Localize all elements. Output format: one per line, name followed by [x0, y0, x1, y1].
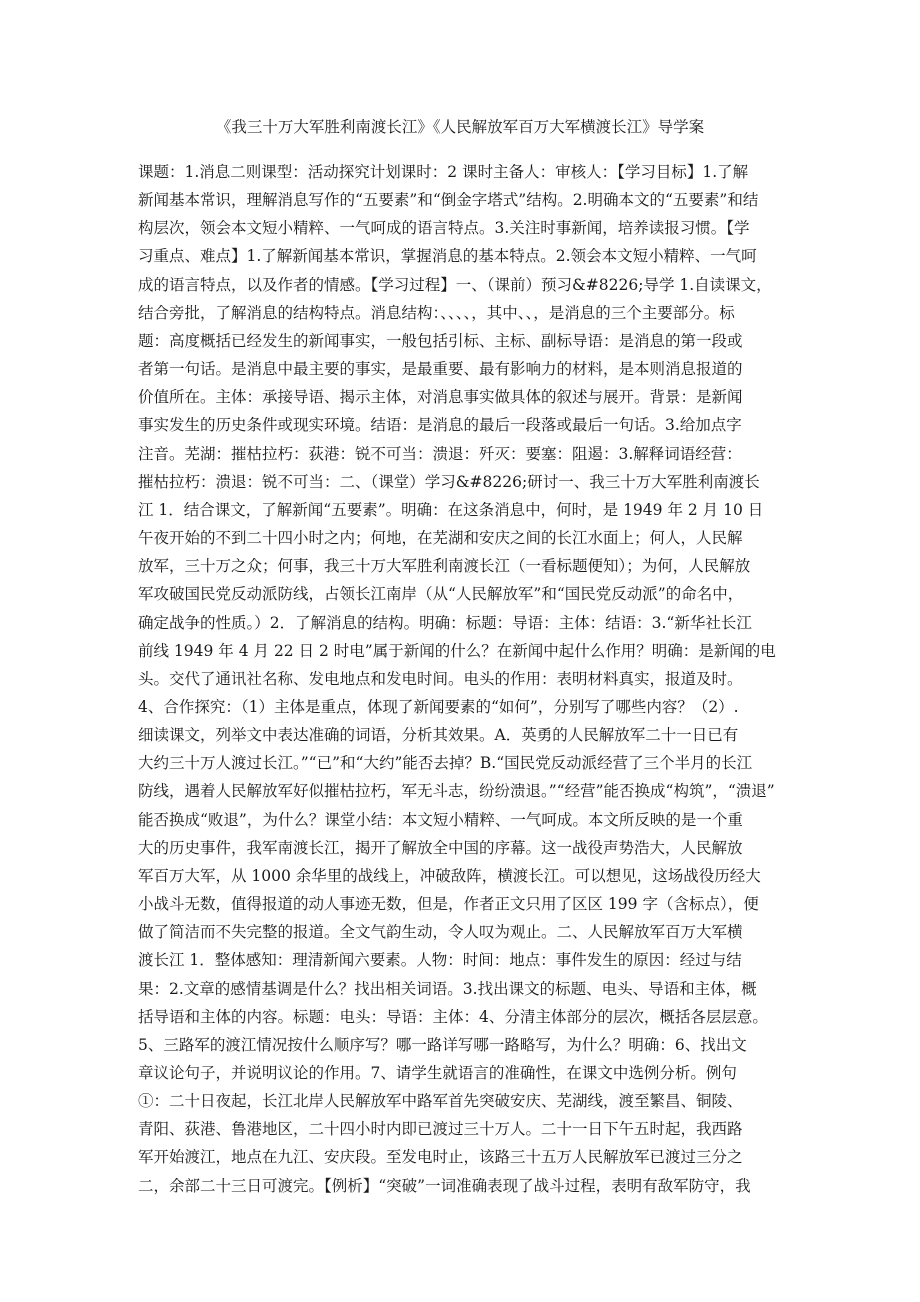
body-text-line: 摧枯拉朽：溃退：锐不可当：二、（课堂）学习&#8226;研讨一、我三十万大军胜利南渡长: [138, 472, 760, 491]
document-title: 《我三十万大军胜利南渡长江》《人民解放军百万大军横渡长江》导学案: [215, 118, 705, 136]
body-text-line: 军百万大军，从 1000 余华里的战线上，冲破敌阵，横渡长江。可以想见，这场战役历经大: [138, 866, 761, 885]
body-text-line: 做了简洁而不失完整的报道。全文气韵生动，令人叹为观止。二、人民解放军百万大军横: [138, 923, 743, 942]
body-text-line: 新闻基本常识，理解消息写作的“五要素”和“倒金字塔式”结构。2.明确本文的“五要素”和结: [138, 191, 759, 210]
body-text-line: 者第一句话。是消息中最主要的事实，是最重要、最有影响力的材料，是本则消息报道的: [138, 360, 743, 379]
body-text-line: 4、合作探究：（1）主体是重点，体现了新闻要素的“如何”，分别写了哪些内容？（2）.: [138, 697, 739, 716]
body-text-line: 头。交代了通讯社名称、发电地点和发电时间。电头的作用：表明材料真实，报道及时。: [138, 669, 743, 688]
body-text-line: 注音。芜湖：摧枯拉朽：荻港：锐不可当：溃退：歼灭：要塞：阻遏：3.解释词语经营：: [138, 444, 742, 463]
body-text-line: 事实发生的历史条件或现实环境。结语：是消息的最后一段落或最后一句话。3.给加点字: [138, 416, 742, 435]
body-text-line: 军攻破国民党反动派防线，占领长江南岸（从“人民解放军”和“国民党反动派”的命名中，: [138, 585, 744, 604]
body-text-line: 二，余部二十三日可渡完。【例析】“突破”一词准确表现了战斗过程，表明有敌军防守，我: [138, 1176, 751, 1195]
body-text-line: 成的语言特点，以及作者的情感。【学习过程】一、（课前）预习&#8226;导学 1.自读课文，: [138, 275, 772, 294]
body-text-line: 括导语和主体的内容。标题：电头：导语：主体：4、分清主体部分的层次，概括各层层意。: [138, 1007, 768, 1026]
body-text-line: 能否换成“败退”，为什么？课堂小结：本文短小精粹、一气呵成。本文所反映的是一个重: [138, 810, 743, 829]
body-text-line: 章议论句子，并说明议论的作用。7、请学生就语言的准确性，在课文中选例分析。例句: [138, 1064, 737, 1082]
body-text-line: 小战斗无数，值得报道的动人事迹无数，但是，作者正文只用了区区 199 字（含标点），便: [138, 895, 759, 914]
body-text-line: 结合旁批，了解消息的结构特点。消息结构：、、、、，其中、、，是消息的三个主要部分。标: [138, 303, 735, 322]
body-text-line: 价值所在。主体：承接导语、揭示主体，对消息事实做具体的叙述与展开。背景：是新闻: [138, 388, 743, 407]
body-text-line: 青阳、荻港、鲁港地区，二十四小时内即已渡过三十万人。二十一日下午五时起，我西路: [138, 1120, 743, 1139]
body-text-line: 构层次，领会本文短小精粹、一气呵成的语言特点。3.关注时事新闻，培养读报习惯。【学: [138, 219, 750, 238]
body-text-line: 江 1．结合课文，了解新闻“五要素”。明确：在这条消息中，何时，是 1949 年 2 月 10 日: [138, 500, 764, 519]
body-text-line: 习重点、难点】1.了解新闻基本常识，掌握消息的基本特点。2.领会本文短小精粹、一气呵: [138, 247, 757, 266]
body-text-line: 午夜开始的不到二十四小时之内；何地，在芜湖和安庆之间的长江水面上；何人，人民解: [138, 529, 743, 548]
body-text-line: 果：2.文章的感情基调是什么？找出相关词语。3.找出课文的标题、电头、导语和主体，概: [138, 979, 757, 998]
body-text-line: 军开始渡江，地点在九江、安庆段。至发电时止，该路三十五万人民解放军已渡过三分之: [138, 1148, 743, 1167]
body-text-line: ①：二十日夜起，长江北岸人民解放军中路军首先突破安庆、芜湖线，渡至繁昌、铜陵、: [138, 1092, 743, 1111]
body-text-line: 防线，遇着人民解放军好似摧枯拉朽，军无斗志，纷纷溃退。”“经营”能否换成“构筑”，“溃退”: [138, 782, 775, 801]
body-text-line: 大的历史事件，我军南渡长江，揭开了解放全中国的序幕。这一战役声势浩大，人民解放: [138, 838, 743, 857]
body-text-line: 渡长江 1．整体感知：理清新闻六要素。人物：时间：地点：事件发生的原因：经过与结: [138, 951, 742, 970]
body-text-line: 5、三路军的渡江情况按什么顺序写？哪一路详写哪一路略写，为什么？明确：6、找出文: [138, 1035, 747, 1054]
body-text-line: 确定战争的性质。）2．了解消息的结构。明确：标题：导语：主体：结语：3.“新华社长江: [138, 613, 752, 632]
body-text-line: 题：高度概括已经发生的新闻事实，一般包括引标、主标、副标导语：是消息的第一段或: [138, 331, 743, 350]
body-text-line: 细读课文，列举文中表达准确的词语，分析其效果。A．英勇的人民解放军二十一日已有: [138, 726, 739, 745]
body-text-line: 放军，三十万之众；何事，我三十万大军胜利南渡长江（一看标题便知）；为何，人民解放: [138, 557, 751, 576]
body-text-line: 前线 1949 年 4 月 22 日 2 时电”属于新闻的什么？在新闻中起什么作用？明确：是新闻的电: [138, 641, 776, 660]
document-body: [138, 158, 798, 1200]
body-text-line: 大约三十万人渡过长江。”“已”和“大约”能否去掉？B.“国民党反动派经营了三个半月的长江: [138, 754, 753, 773]
body-text-line: 课题：1.消息二则课型：活动探究计划课时：2 课时主备人：审核人：【学习目标】1.了解: [138, 163, 749, 181]
